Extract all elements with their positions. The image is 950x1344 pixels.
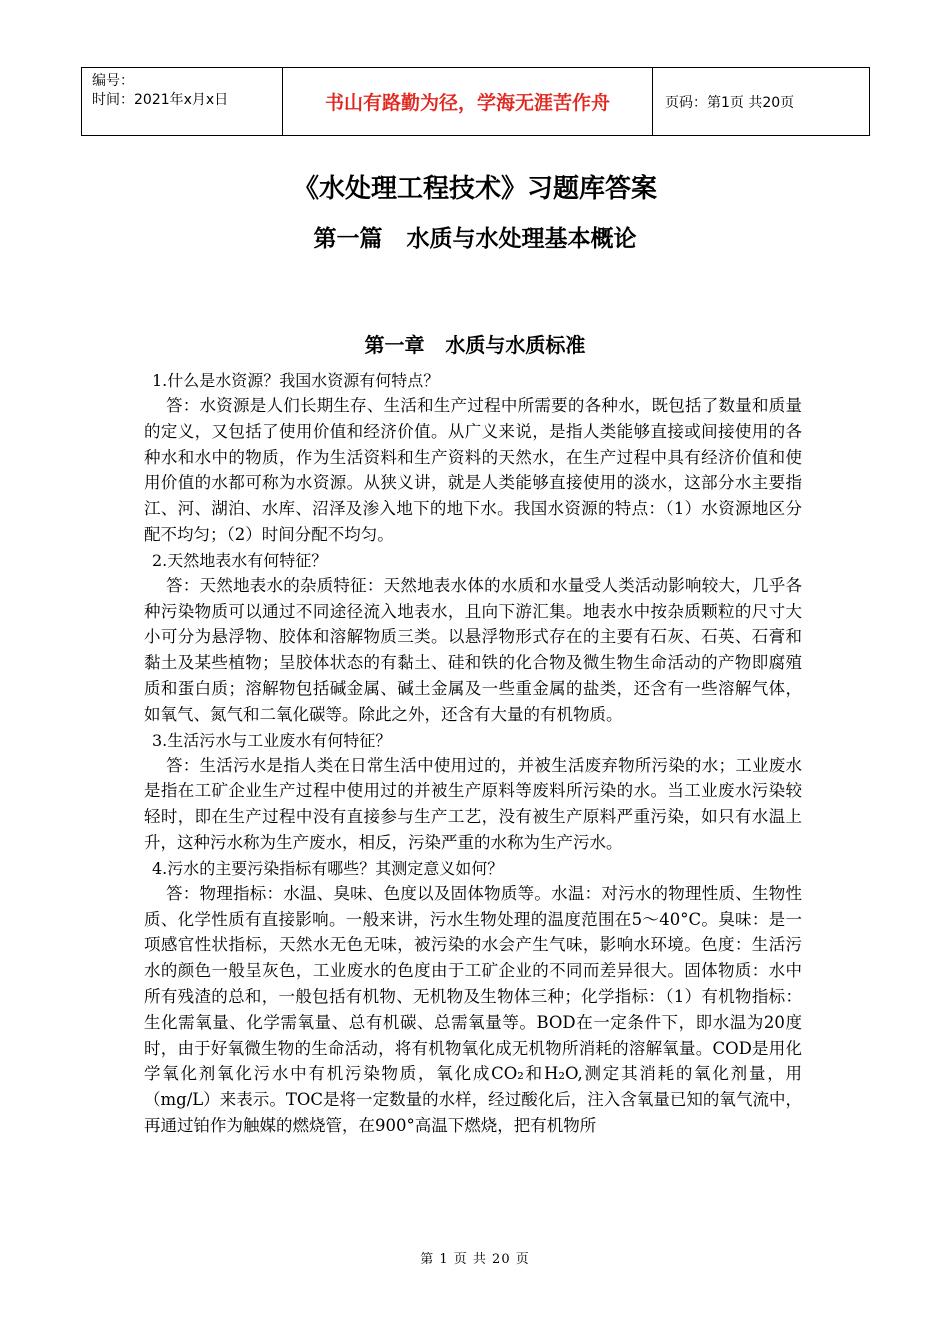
question-3: 3.生活污水与工业废水有何特征？ xyxy=(152,730,392,750)
question-1: 1.什么是水资源？我国水资源有何特点？ xyxy=(152,371,440,390)
answer-4: 答：物理指标：水温、臭味、色度以及固体物质等。水温：对污水的物理性质、生物性质、化学性质有直接影响。一般来讲，污水生物处理的温度范围在5～40°C。臭味：是一项感官性状指标，天然水无色无味，被污染的水会产生气味，影响水环境。色度：生活污水的颜色一般呈灰色，工业废水的色度由于工矿企业的不同而差异很大。固体物质：水中所有残渣的总和，一般包括有机物、无机物及生物体三种；化学指标：（1）有机物指标：生化需氧量、化学需氧量、总有机碳、总需氧量等。BOD在一定条件下，即水温为20度时，由于好氧微生物的生命活动，将有机物氧化成无机物所消耗的溶解氧量。COD是用化学氧化剂氧化污水中有机污染物质，氧化成CO₂和H₂O,测定其消耗的氧化剂量，用（mg/L）来表示。TOC是将一定数量的水样，经过酸化后，注入含氧量已知的氧气流中，再通过铂作为触媒的燃烧管，在900°高温下燃烧，把有机物所 xyxy=(144,883,802,1135)
header-table xyxy=(81,67,870,136)
answer-3: 答：生活污水是指人类在日常生活中使用过的，并被生活废弃物所污染的水；工业废水是指在工矿企业生产过程中使用过的并被生产原料等废料所污染的水。当工业废水污染较轻时，即在生产过程中没有直接参与生产工艺，没有被生产原料严重污染，如只有水温上升，这种污水称为生产废水，相反，污染严重的水称为生产污水。 xyxy=(144,755,802,852)
qa-content xyxy=(144,368,802,1139)
header-motto: 书山有路勤为径，学海无涯苦作舟 xyxy=(283,68,653,135)
question-4: 4.污水的主要污染指标有哪些？其测定意义如何？ xyxy=(152,858,504,878)
chapter-title: 第一章 水质与水质标准 xyxy=(364,333,586,357)
page-footer: 第 1 页 共 20 页 xyxy=(420,1252,530,1267)
header-meta xyxy=(82,68,283,135)
answer-1: 答：水资源是人们长期生存、生活和生产过程中所需要的各种水，既包括了数量和质量的定义，又包括了使用价值和经济价值。从广义来说，是指人类能够直接或间接使用的各种水和水中的物质，作为生活资料和生产资料的天然水，在生产过程中具有经济价值和使用价值的水都可称为水资源。从狭义讲，就是人类能够直接使用的淡水，这部分水主要指江、河、湖泊、水库、沼泽及渗入地下的地下水。我国水资源的特点：（1）水资源地区分配不均匀；（2）时间分配不均匀。 xyxy=(144,396,802,544)
question-2: 2.天然地表水有何特征？ xyxy=(152,550,328,570)
answer-2: 答：天然地表水的杂质特征：天然地表水体的水质和水量受人类活动影响较大，几乎各种污染物质可以通过不同途径流入地表水，且向下游汇集。地表水中按杂质颗粒的尺寸大小可分为悬浮物、胶体和溶解物质三类。以悬浮物形式存在的主要有石灰、石英、石膏和黏土及某些植物；呈胶体状态的有黏土、硅和铁的化合物及微生物生命活动的产物即腐殖质和蛋白质；溶解物包括碱金属、碱土金属及一些重金属的盐类，还含有一些溶解气体，如氧气、氮气和二氧化碳等。除此之外，还含有大量的有机物质。 xyxy=(144,575,802,724)
document-title: 《水处理工程技术》习题库答案 xyxy=(292,174,657,204)
number-label: 编号： xyxy=(92,73,134,89)
time-label: 时间：2021年x月x日 xyxy=(92,92,229,108)
part-title: 第一篇 水质与水处理基本概论 xyxy=(313,226,637,252)
header-page-info: 页码：第1页 共20页 xyxy=(665,94,795,111)
